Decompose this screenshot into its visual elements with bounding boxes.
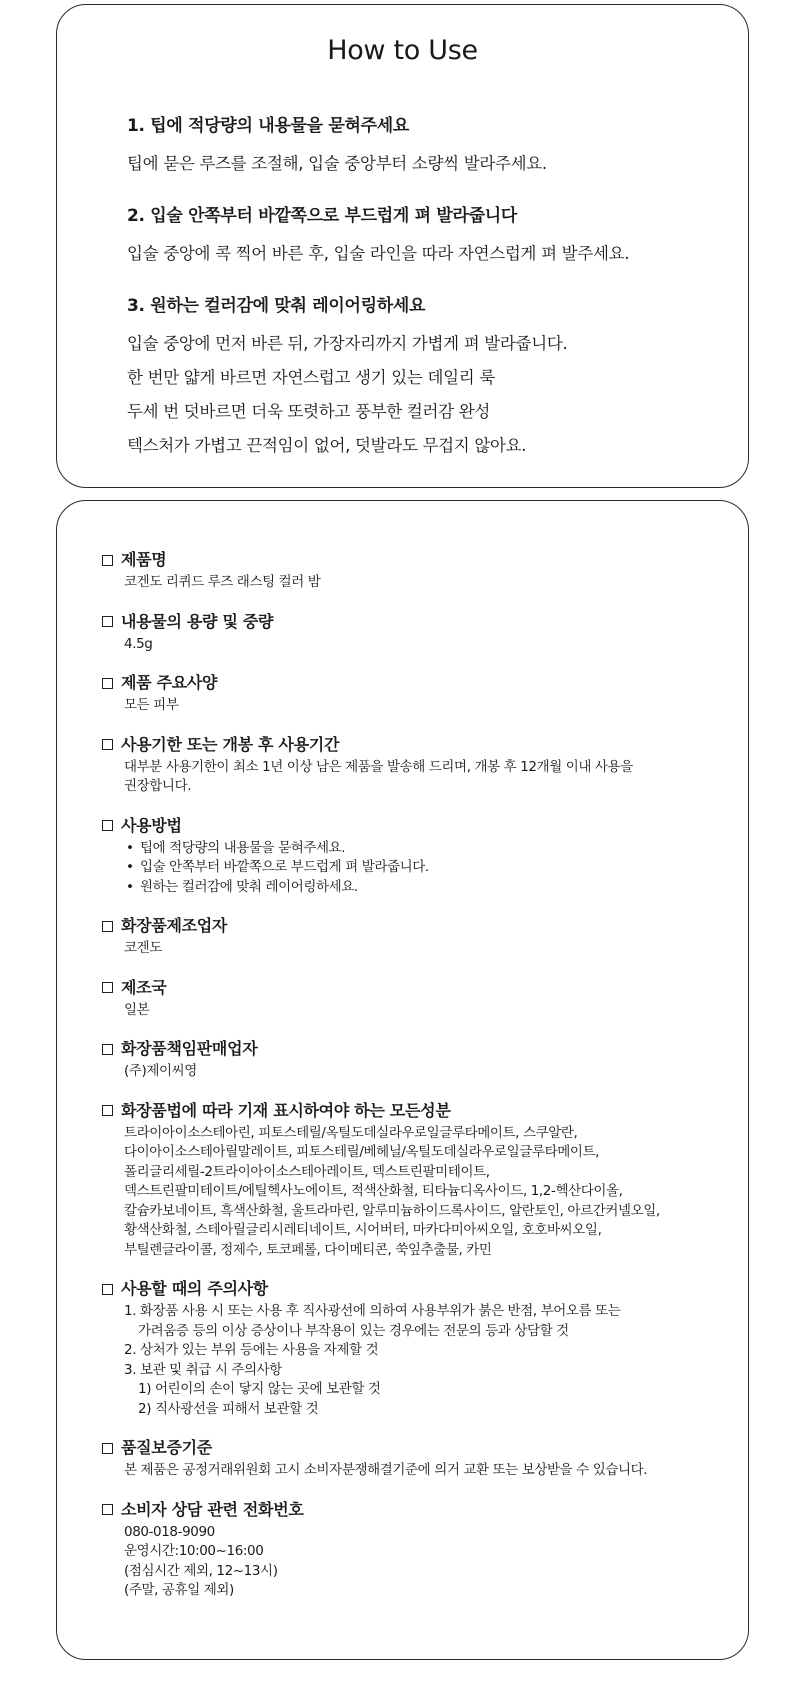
section-contact <box>102 1499 718 1601</box>
checkbox-icon <box>102 678 113 689</box>
section-text: (주)제이씨영 <box>124 1063 197 1079</box>
checkbox-icon <box>102 1044 113 1055</box>
product-info-card <box>56 500 749 1660</box>
section-precautions <box>102 1278 718 1419</box>
section-heading: 사용기한 또는 개봉 후 사용기간 <box>121 734 340 754</box>
section-quality <box>102 1437 718 1481</box>
section-country <box>102 977 718 1021</box>
step-2 <box>127 203 708 271</box>
section-seller <box>102 1038 718 1082</box>
section-heading: 화장품책임판매업자 <box>121 1039 258 1058</box>
step-text: 팁에 묻은 루즈를 조절해, 입술 중앙부터 소량씩 발라주세요. <box>127 154 547 173</box>
section-text: 본 제품은 공정거래위원회 고시 소비자분쟁해결기준에 의거 교환 또는 보상받을 수 있습니다. <box>124 1462 648 1478</box>
section-heading: 제품명 <box>121 550 167 569</box>
checkbox-icon <box>102 982 113 993</box>
checkbox-icon <box>102 1284 113 1295</box>
section-text: 1. 화장품 사용 시 또는 사용 후 직사광선에 의하여 사용부위가 붉은 반점, 부어오름 또는 <box>124 1303 621 1319</box>
section-text: 3. 보관 및 취급 시 주의사항 <box>124 1361 282 1378</box>
section-text: 칼슘카보네이트, 흑색산화철, 울트라마린, 알루미늄하이드록사이드, 알란토인, 아르간커넬오일, <box>124 1202 660 1219</box>
step-text: 두세 번 덧바르면 더욱 또렷하고 풍부한 컬러감 완성 <box>127 402 491 421</box>
checkbox-icon <box>102 820 113 831</box>
product-info-list <box>102 549 718 1619</box>
phone-number: 080-018-9090 <box>124 1523 215 1540</box>
section-text: 다이아이소스테아릴말레이트, 피토스테릴/베헤닐/옥틸도데실라우로일글루타메이트, <box>124 1144 600 1160</box>
section-text: 일본 <box>124 1001 150 1018</box>
section-heading: 제품 주요사양 <box>121 673 218 692</box>
section-text: 모든 피부 <box>124 697 179 713</box>
checkbox-icon <box>102 555 113 566</box>
section-text: 2. 상처가 있는 부위 등에는 사용을 자제할 것 <box>124 1342 379 1358</box>
section-text: 2) 직사광선을 피해서 보관할 것 <box>138 1400 319 1417</box>
section-text: 코겐도 <box>124 940 162 956</box>
section-text: 부틸렌글라이콜, 정제수, 토코페롤, 다이메티콘, 쑥잎추출물, 카민 <box>124 1241 492 1258</box>
section-heading: 제조국 <box>121 977 167 997</box>
section-text: (점심시간 제외, 12~13시) <box>124 1562 278 1579</box>
step-text: 입술 중앙에 먼저 바른 뒤, 가장자리까지 가볍게 펴 발라줍니다. <box>127 334 568 353</box>
section-text: 1) 어린이의 손이 닿지 않는 곳에 보관할 것 <box>138 1381 381 1397</box>
section-ingredients <box>102 1100 718 1261</box>
section-volume <box>102 611 718 655</box>
section-text: 대부분 사용기한이 최소 1년 이상 남은 제품을 발송해 드리며, 개봉 후 12개월 이내 사용을 <box>124 758 633 775</box>
checkbox-icon <box>102 921 113 932</box>
section-text: 덱스트린팔미테이트/에틸헥사노에이트, 적색산화철, 티타늄디옥사이드, 1,2-헥산다이올, <box>124 1183 623 1199</box>
checkbox-icon <box>102 1105 113 1116</box>
section-text: 가려움증 등의 이상 증상이나 부작용이 있는 경우에는 전문의 등과 상담할 것 <box>138 1322 569 1339</box>
section-text: 코겐도 리퀴드 루즈 래스팅 컬러 밤 <box>124 574 321 590</box>
step-heading: 1. 팁에 적당량의 내용물을 묻혀주세요 <box>127 116 409 136</box>
step-3 <box>127 293 708 463</box>
checkbox-icon <box>102 1504 113 1515</box>
section-heading: 소비자 상담 관련 전화번호 <box>121 1499 304 1519</box>
how-to-use-card <box>56 4 749 488</box>
section-heading: 사용할 때의 주의사항 <box>121 1279 268 1298</box>
section-text: (주말, 공휴일 제외) <box>124 1582 234 1598</box>
section-heading: 화장품법에 따라 기재 표시하여야 하는 모든성분 <box>121 1100 451 1120</box>
step-text: 텍스처가 가볍고 끈적임이 없어, 덧발라도 무겁지 않아요. <box>127 436 527 455</box>
how-to-use-steps <box>127 113 708 485</box>
section-text: 황색산화철, 스테아릴글리시레티네이트, 시어버터, 마카다미아씨오일, 호호바씨오일, <box>124 1222 602 1238</box>
checkbox-icon <box>102 1443 113 1454</box>
step-text: 입술 중앙에 콕 찍어 바른 후, 입술 라인을 따라 자연스럽게 펴 발주세요. <box>127 244 630 263</box>
section-specs <box>102 672 718 716</box>
step-1 <box>127 113 708 181</box>
section-manufacturer <box>102 915 718 959</box>
section-product-name <box>102 549 718 593</box>
section-text: 권장합니다. <box>124 778 192 794</box>
section-text: 4.5g <box>124 635 153 652</box>
section-expiry <box>102 734 718 797</box>
how-to-use-title: How to Use <box>327 35 478 66</box>
step-heading: 3. 원하는 컬러감에 맞춰 레이어링하세요 <box>127 296 426 316</box>
section-heading: 사용방법 <box>121 815 182 835</box>
step-text: 한 번만 얇게 바르면 자연스럽고 생기 있는 데일리 룩 <box>127 368 495 387</box>
section-usage <box>102 815 718 898</box>
bullet-item: • 원하는 컬러감에 맞춰 레이어링하세요. <box>126 878 718 898</box>
checkbox-icon <box>102 616 113 627</box>
step-heading: 2. 입술 안쪽부터 바깥쪽으로 부드럽게 펴 발라줍니다 <box>127 206 517 226</box>
section-text: 폴리글리세릴-2트라이아이소스테아레이트, 덱스트린팔미테이트, <box>124 1163 490 1180</box>
bullet-item: • 팁에 적당량의 내용물을 묻혀주세요. <box>126 839 718 859</box>
section-text: 트라이아이소스테아린, 피토스테릴/옥틸도데실라우로일글루타메이트, 스쿠알란, <box>124 1124 578 1141</box>
section-heading: 내용물의 용량 및 중량 <box>121 611 274 631</box>
section-heading: 화장품제조업자 <box>121 916 228 935</box>
section-text: 운영시간:10:00~16:00 <box>124 1543 264 1559</box>
section-heading: 품질보증기준 <box>121 1438 212 1457</box>
checkbox-icon <box>102 739 113 750</box>
bullet-item: • 입술 안쪽부터 바깥쪽으로 부드럽게 펴 발라줍니다. <box>126 858 718 878</box>
